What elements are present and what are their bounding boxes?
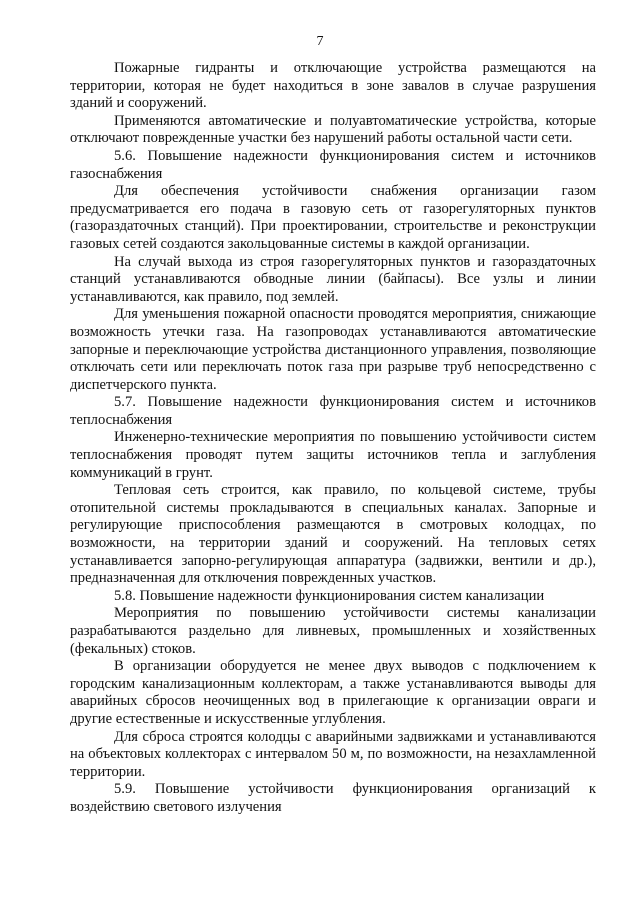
paragraph-sewer-outlets: В организации оборудуется не менее двух выводов с подключением к городским канализационным коллекторам, а также устанавливаются выводы для аварийных сбросов неочищенных вод в прилегающие к организации овраги и другие естественные и искусственные углубления. bbox=[70, 658, 596, 727]
section-heading-5-6: 5.6. Повышение надежности функционирования систем и источников газоснабжения bbox=[70, 147, 596, 182]
paragraph-emergency-wells: Для сброса строятся колодцы с аварийными задвижками и устанавливаются на объектовых коллекторах с интервалом 50 м, по возможности, на незахламленной территории. bbox=[70, 728, 596, 780]
paragraph-hydrants: Пожарные гидранты и отключающие устройства размещаются на территории, которая не будет находиться в зоне завалов в случае разрушения зданий и сооружений. bbox=[70, 60, 596, 112]
section-heading-5-7: 5.7. Повышение надежности функционирования систем и источников теплоснабжения bbox=[70, 394, 596, 428]
paragraph-heat-network: Тепловая сеть строится, как правило, по кольцевой системе, трубы отопительной системы прокладываются в специальных каналах. Запорные и регулирующие приспособления размещаются в смотровых колодцах, по возможности, на территории зданий и сооружений. На тепловых сетях устанавливается запорно-регулирующая аппаратура (задвижки, вентили и др.), предназначенная для отключения поврежденных участков. bbox=[70, 482, 596, 587]
page-number: 7 bbox=[316, 34, 324, 49]
paragraph-bypass-lines: На случай выхода из строя газорегуляторных пунктов и газораздаточных станций устанавливаются обводные линии (байпасы). Все узлы и линии устанавливаются, как правило, под землей. bbox=[70, 253, 596, 305]
paragraph-fire-safety: Для уменьшения пожарной опасности проводятся мероприятия, снижающие возможность утечки газа. На газопроводах устанавливаются автоматические запорные и переключающие устройства дистанционного управления, позволяющие отключать сети или переключать поток газа при разрыве труб непосредственно с диспетчерского пункта. bbox=[70, 306, 596, 393]
page-body bbox=[70, 60, 596, 817]
section-heading-5-9: 5.9. Повышение устойчивости функционирования организаций к воздействию светового излучения bbox=[70, 781, 596, 815]
section-heading-5-8: 5.8. Повышение надежности функционирования систем канализации bbox=[114, 587, 545, 604]
paragraph-sewer-measures: Мероприятия по повышению устойчивости системы канализации разрабатываются раздельно для ливневых, промышленных и хозяйственных (фекальных) стоков. bbox=[70, 605, 596, 657]
paragraph-automatic-devices: Применяются автоматические и полуавтоматические устройства, которые отключают поврежденные участки без нарушений работы остальной части сети. bbox=[70, 112, 596, 147]
paragraph-heat-measures: Инженерно-технические мероприятия по повышению устойчивости систем теплоснабжения проводят путем защиты источников тепла и заглубления коммуникаций в грунт. bbox=[70, 429, 596, 481]
paragraph-gas-supply: Для обеспечения устойчивости снабжения организации газом предусматривается его подача в газовую сеть от газорегуляторных пунктов (газораздаточных станций). При проектировании, строительстве и реконструкции газовых сетей создаются закольцованные системы в каждой организации. bbox=[70, 183, 596, 252]
